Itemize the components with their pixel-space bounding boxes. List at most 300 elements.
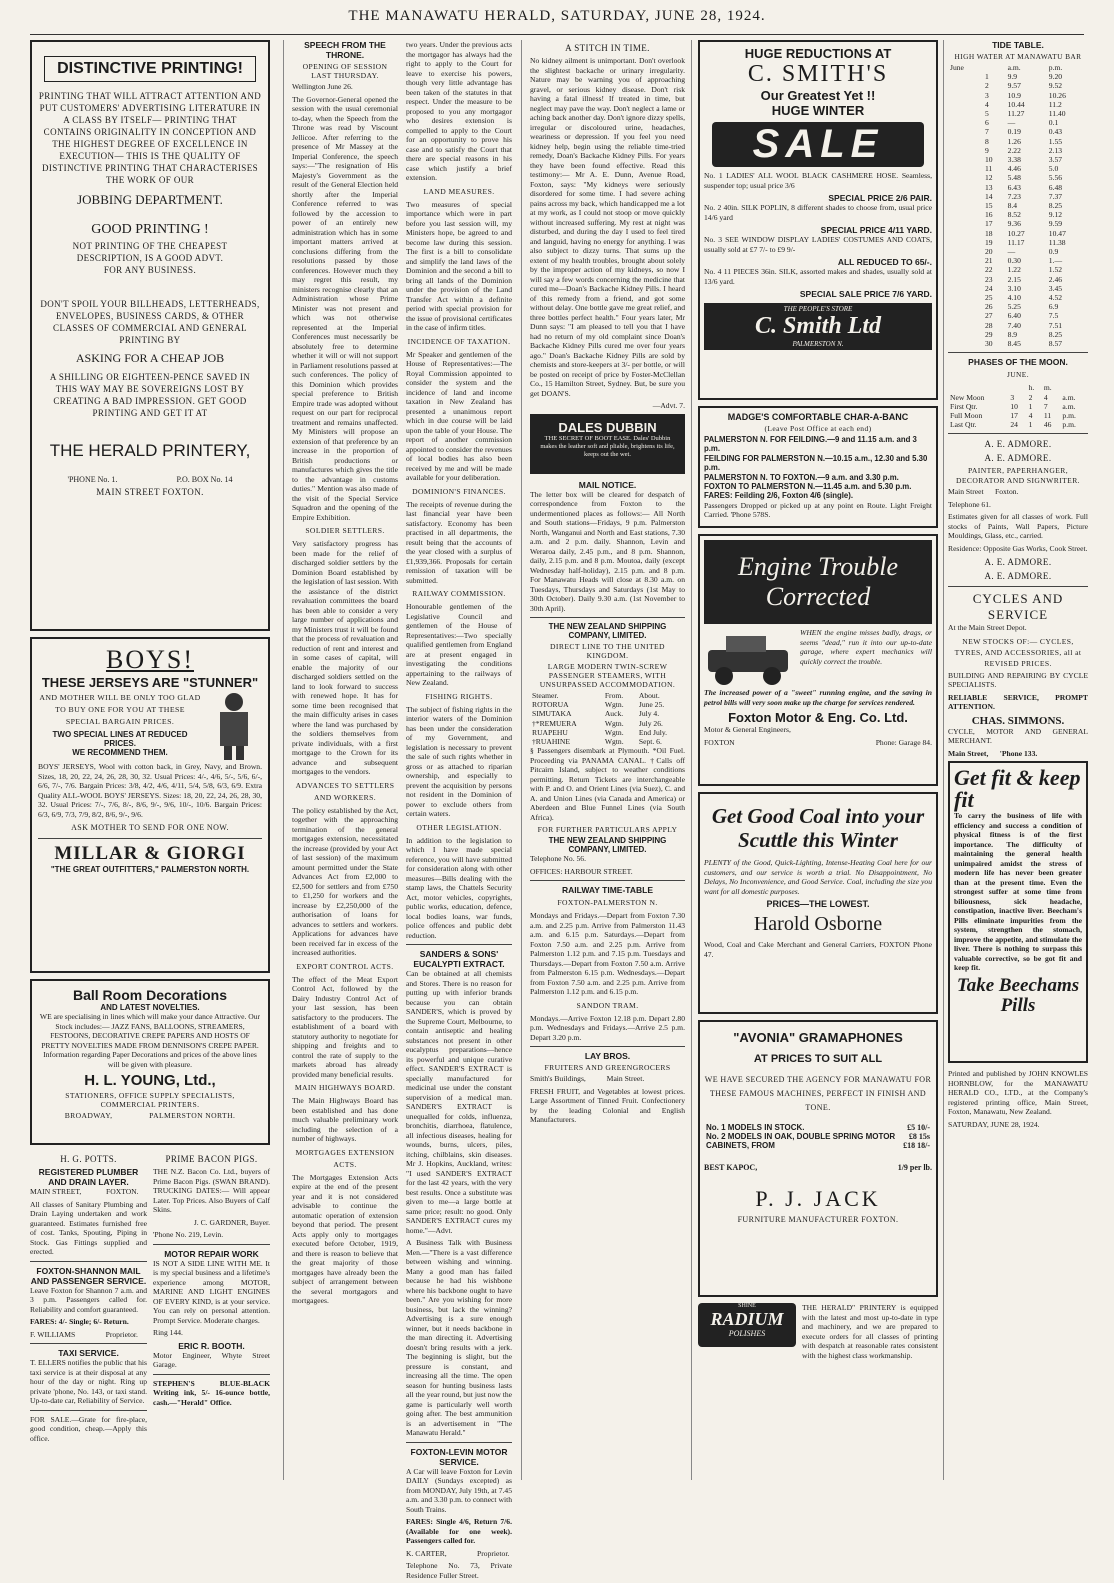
tide-cell xyxy=(948,256,983,265)
land-body: Two measures of special importance which were in part before you last session will, my Ministers hope, be agreed to and become law during this session. The first is a bill to consolidate and simplify the land laws of the Dominion and the second a bill to bring all lands of the Dominion under the provision of the Land Transfer Act within a definite period with special provision for the issue of provisional certificates in the case of infirm titles. xyxy=(406,199,512,332)
tide-cell xyxy=(948,100,983,109)
table-row xyxy=(948,393,1088,402)
bacon-body: THE N.Z. Bacon Co. Ltd., buyers of Prime Bacon Pigs. (SWAN BRAND). TRUCKING DATES:— Will appear Later. Top Prices. Also Buyers of Calf Skins. xyxy=(153,1167,270,1214)
table-row xyxy=(530,700,685,709)
tide-cell: 0.19 xyxy=(1007,127,1021,137)
tide-cell: 3.57 xyxy=(1048,155,1063,165)
tide-cell: 8.4 xyxy=(1007,201,1018,211)
table-row xyxy=(948,420,1088,429)
radium-polish-advert xyxy=(698,1303,796,1347)
beecham-title: Get fit & keep fit xyxy=(954,765,1081,813)
madge-title: MADGE'S COMFORTABLE CHAR-A-BANC xyxy=(727,412,909,422)
tide-cell: 2.13 xyxy=(1048,145,1063,155)
smith-p3: ALL REDUCED TO 65/-. xyxy=(837,257,932,267)
speech-title: SPEECH FROM THE THRONE. xyxy=(304,40,386,60)
table-row xyxy=(948,118,1088,127)
steamer-cell: Wgtn. xyxy=(604,737,624,747)
printing-body: PRINTING THAT WILL ATTRACT ATTENTION AND PUT CUSTOMERS' ADVERTISING LITERATURE IN A CLASS BY ITSELF— PRINTING THAT CONTAINS ORIGINALITY IN CONCEPTION AND THE HIGHEST DEGREE OF EXCELLENCE IN EXECUTION— THIS IS THE QUALITY OF DISTINCTIVE PRINTING THAT CHARACTERISES THE WORK OF OUR xyxy=(38,91,262,185)
tide-cell: 13 xyxy=(984,182,993,192)
table-row xyxy=(704,1141,932,1150)
tide-cell: 1 xyxy=(984,72,989,82)
hl-young: H. L. YOUNG, Ltd., xyxy=(84,1072,216,1089)
table-row xyxy=(948,91,1088,100)
avonia-item: No. 1 MODELS IN STOCK. xyxy=(706,1123,805,1132)
stitch-advt: —Advt. 7. xyxy=(652,401,685,410)
tide-cell: — xyxy=(1007,247,1016,257)
phase-cell: 17 xyxy=(1010,410,1018,420)
tide-cell: 2.46 xyxy=(1048,274,1063,284)
tide-cell: 2.15 xyxy=(1007,274,1021,284)
tide-cell xyxy=(948,118,983,127)
phase-cell: 3 xyxy=(1010,392,1015,402)
tide-cell xyxy=(948,311,983,320)
tide-cell xyxy=(948,219,983,228)
smith-l3: No. 3 SEE WINDOW DISPLAY LADIES' COSTUMES AND COATS, usually sold at £7 7/- to £9 9/- xyxy=(704,235,932,254)
tide-cell xyxy=(948,284,983,293)
pj-jack: P. J. JACK xyxy=(755,1185,881,1211)
steamer-cell: Auck. xyxy=(604,709,624,719)
highways-body: The Main Highways Board has been established and has done much valuable preliminary work including the selection of a number of highways. xyxy=(292,1096,398,1143)
phase-cell: p.m. xyxy=(1062,410,1076,420)
printing-advert xyxy=(30,40,270,631)
tide-cell: 30 xyxy=(984,339,993,349)
table-row xyxy=(948,321,1088,330)
avonia-item: No. 2 MODELS IN OAK, DOUBLE SPRING MOTOR xyxy=(706,1132,896,1142)
foxton-shannon-title: FOXTON-SHANNON MAIL AND PASSENGER SERVICE. xyxy=(30,1265,147,1286)
column-2 xyxy=(292,40,512,1580)
beecham-advert xyxy=(948,761,1088,1063)
shilling-text: A SHILLING OR EIGHTEEN-PENCE SAVED IN THIS WAY MAY BE SOVEREIGNS LOST BY CREATING A BAD IMPRESSION. GET GOOD PRINTING AND GET IT AT xyxy=(49,372,251,418)
potts-addr: MAIN STREET, FOXTON. xyxy=(30,1187,139,1196)
nzshipping-co: THE NEW ZEALAND SHIPPING COMPANY, LIMITED. xyxy=(548,836,667,855)
tide-cell: 6.48 xyxy=(1048,182,1063,192)
tide-cell xyxy=(948,109,983,118)
tide-cell: 5.25 xyxy=(1007,302,1021,312)
table-row xyxy=(948,155,1088,164)
engine-title: Engine Trouble Corrected xyxy=(704,540,932,624)
tide-cell xyxy=(948,302,983,311)
tide-cell: 6 xyxy=(984,118,989,128)
mortgages-body: The Mortgages Extension Acts expire at the end of the present year and it is not considered advisable to continue the automatic operation of extension beyond that period. The present Acts apply only to mortgages executed before October, 1919, and there is reason to believe that the great majority of those mortgages have already been the subject of arrangement between the several mortgagors and mortgagees. xyxy=(292,1172,398,1305)
cycles-addr: Main Street, 'Phone 133. xyxy=(948,748,1038,758)
cycles-repair: BUILDING AND REPAIRING BY CYCLE SPECIALISTS. xyxy=(948,670,1088,690)
tide-cell: 1.— xyxy=(1048,256,1063,266)
table-row xyxy=(948,265,1088,274)
taxation-body: Mr Speaker and gentlemen of the House of Representatives:—The Royal Commission appointed to consider the system and the incidence of land and income taxation in New Zealand has presented a unanimous report which in due course will be laid upon the table of your House. The report of another commission appointed to consider the revenues of local bodies has also been received by me and will be made available for your deliberation. xyxy=(406,349,512,482)
phases-title: PHASES OF THE MOON. xyxy=(968,357,1068,368)
tide-cell xyxy=(948,137,983,146)
column-divider xyxy=(691,40,692,1480)
table-row xyxy=(948,210,1088,219)
speech-part-1 xyxy=(292,40,398,1583)
cycles-reliable: RELIABLE SERVICE, PROMPT ATTENTION. xyxy=(948,692,1088,712)
avonia-prices xyxy=(704,1123,932,1151)
tide-cell xyxy=(948,265,983,274)
tide-cell: 22 xyxy=(984,265,993,275)
tide-cell xyxy=(948,330,983,339)
tide-col: p.m. xyxy=(1048,63,1063,72)
tide-cell: 11.17 xyxy=(1007,237,1025,247)
coal-body: PLENTY of the Good, Quick-Lighting, Intense-Heating Coal here for our customers, and our service is worth a trial. No Disappointment, No Delays, No Inconvenience, and Good Service. Coal, including the size you want for all domestic purposes. xyxy=(704,858,932,896)
smith-town: PALMERSTON N. xyxy=(792,340,844,348)
tide-cell xyxy=(948,173,983,182)
soldier-body: Very satisfactory progress has been made for the relief of discharged soldier settlers by the Dominion Board established by the legislation of last session. With the assistance of the district revaluation committees the board has been able to consider a very large number of applications and my Ministers trust it will be found that the process of revaluation and reduction of rent and interest and in some cases of capital, will enable the majority of our discharged soldiers settled on the land to look forward to success with renewed hope. It has for some time been recognised that the main difficulty arises in cases where the land was purchased by the soldiers themselves from private individuals, with a first mortgage to the Crown for its advance and subsequent mortgages to the vendors. xyxy=(292,539,398,776)
table-row xyxy=(530,719,685,728)
smith-p4: SPECIAL SALE PRICE 7/6 YARD. xyxy=(799,289,932,299)
hl-young-sub: STATIONERS, OFFICE SUPPLY SPECIALISTS, COMMERCIAL PRINTERS. xyxy=(65,1091,235,1109)
table-row xyxy=(948,275,1088,284)
tide-cell: 5.0 xyxy=(1048,164,1059,174)
nzshipping-office: OFFICES: HARBOUR STREET. xyxy=(530,866,633,876)
fishing-title: FISHING RIGHTS. xyxy=(425,691,493,701)
dales-body: THE SECRET OF BOOT EASE. Dales' Dubbin makes the leather soft and pliable, brightens its life, keeps out the wet. xyxy=(540,434,675,458)
tide-cell xyxy=(948,321,983,330)
tide-month: June xyxy=(950,63,964,72)
tide-cell: 4.46 xyxy=(1007,164,1021,174)
table-row xyxy=(948,330,1088,339)
tide-cell: 3 xyxy=(984,90,989,100)
beecham-take: Take Beechams Pills xyxy=(956,974,1080,1016)
pj-jack-sub: FURNITURE MANUFACTURER FOXTON. xyxy=(737,1214,899,1224)
column-1 xyxy=(30,40,270,1480)
table-row xyxy=(704,1132,932,1141)
nzshipping-title: THE NEW ZEALAND SHIPPING COMPANY, LIMITED. xyxy=(548,622,667,640)
tide-cell: 0.9 xyxy=(1048,247,1059,257)
sanders-body: Can be obtained at all chemists and Stores. There is no reason for putting up with inferior brands because you can obtain SANDER'S, which is proved by the Supreme Court, Melbourne, to contain antiseptic and healing substances not present in other eucalyptus preparations—hence its powerful and unique curative effect. SANDER'S EXTRACT is specially manufactured for medicinal use under the constant supervision of a medical man. SANDER'S EXTRACT is unequalled for colds, influenza, bronchitis, diarrhoea, flatulence, all infectious diseases, healing for wounds, burns, ulcers, piles, itching, chilblains, skin diseases. Mr J. Hopkins, Auckland, writes: "I used SANDER'S EXTRACT for the last 42 years, with the very best results. Once a substitute was given to me—a large bottle at same price; result: no good. Only SANDER'S EXTRACT cures my home."—Advt. xyxy=(406,969,512,1235)
table-row xyxy=(948,127,1088,136)
lay-sub: FRUITERS AND GREENGROCERS xyxy=(544,1063,671,1073)
tide-cell xyxy=(948,155,983,164)
madge-sub: (Leave Post Office at each end) xyxy=(764,424,872,433)
finances-body: The receipts of revenue during the last financial year have been satisfactory. Economy has been practised in all departments, the result being that the accounts of the year closed with a surplus of £1,939,366. Proposals for certain remission of taxation will be submitted. xyxy=(406,499,512,585)
tide-cell xyxy=(948,210,983,219)
table-row xyxy=(948,173,1088,182)
tide-sub: HIGH WATER AT MANAWATU BAR xyxy=(954,52,1082,61)
tide-cell: 1.52 xyxy=(1048,265,1063,275)
ballroom-advert xyxy=(30,979,270,1145)
advances-title: ADVANCES TO SETTLERS AND WORKERS. xyxy=(295,780,395,802)
table-row xyxy=(948,402,1088,411)
phases-month: JUNE. xyxy=(1007,370,1029,380)
smith-l1: No. 1 LADIES' ALL WOOL BLACK CASHMERE HOSE. Seamless, suspender top; usual price 3/6 xyxy=(704,171,932,190)
harold-osborne: Harold Osborne xyxy=(753,913,883,935)
foxton-levin-prop: K. CARTER, Proprietor. xyxy=(406,1548,510,1558)
tide-cell: 7.5 xyxy=(1048,311,1059,321)
table-row xyxy=(948,81,1088,90)
phase-cell: 1 xyxy=(1028,401,1033,411)
phase-cell: a.m. xyxy=(1062,401,1076,411)
tide-cell xyxy=(948,72,983,81)
smith-l2: No. 2 40in. SILK POPLIN, 8 different shades to choose from, usual price 14/6 yard xyxy=(704,203,932,222)
tide-cell: 8.45 xyxy=(1007,339,1021,349)
phone-number: 'PHONE No. 1. xyxy=(67,475,118,484)
nzshipping-sub2: LARGE MODERN TWIN-SCREW PASSENGER STEAMERS, WITH UNSURPASSED ACCOMMODATION. xyxy=(539,662,676,689)
herald-printery-notice: THE HERALD" PRINTERY is equipped with the latest and most up-to-date in type and machinery, and we are prepared to execute orders for all classes of printing with despatch at reasonable rates consistent with the highest class workmanship. xyxy=(802,1303,938,1360)
tide-table xyxy=(948,63,1088,348)
table-row xyxy=(704,1123,932,1132)
tide-cell: 19 xyxy=(984,237,993,247)
speech-dateline: Wellington June 26. xyxy=(292,82,353,91)
ballroom-title: Ball Room Decorations xyxy=(72,987,228,1003)
phase-head xyxy=(948,383,1008,392)
phase-cell: 4 xyxy=(1028,410,1033,420)
radium-brand: RADIUM xyxy=(710,1309,784,1329)
eric-booth-sub: Motor Engineer, Whyte Street Garage. xyxy=(153,1350,270,1369)
tide-cell: 10.9 xyxy=(1007,90,1021,100)
tide-cell xyxy=(948,146,983,155)
phase-cell: 24 xyxy=(1010,420,1018,430)
nzshipping-tel: Telephone No. 56. xyxy=(530,854,586,864)
steamer-head: From. xyxy=(604,691,624,700)
steamer-cell: †*REMUERA xyxy=(532,718,577,728)
potts-body: All classes of Sanitary Plumbing and Drain Laying undertaken and work guaranteed. Estimates furnished free of cost. Tanks, Spouting, Piping in Stock. Gas Fittings supplied and erected. xyxy=(30,1199,147,1256)
eric-booth: ERIC R. BOOTH. xyxy=(178,1340,245,1351)
motor-repair-body: IS NOT A SIDE LINE WITH ME. It is my special business and a lifetime's experience among MOTOR, MARINE AND LIGHT ENGINES OF EVERY KIND, is at your service. You can rely on personal attention. Prompt Service. Moderate charges. xyxy=(153,1258,270,1325)
tide-cell xyxy=(948,183,983,192)
export-title: EXPORT CONTROL ACTS. xyxy=(296,961,394,971)
tide-cell: — xyxy=(1007,118,1016,128)
radium-polishes: POLISHES xyxy=(728,1329,766,1338)
imprint-date: SATURDAY, JUNE 28, 1924. xyxy=(948,1119,1040,1129)
tide-cell: 11 xyxy=(984,164,993,174)
land-title: LAND MEASURES. xyxy=(423,186,495,196)
admore-name-3: A. E. ADMORE. xyxy=(984,557,1052,568)
boys-rec: WE RECOMMEND THEM. xyxy=(72,748,168,757)
admore-addr: Main Street Foxton. xyxy=(948,487,1019,497)
tide-cell: 3.10 xyxy=(1007,283,1021,293)
taxi-body: T. ELLERS notifies the public that his taxi service is at their disposal at any hour of the day or night. Ring up private 'phone, No. 143, or taxi stand. Up-to-date car, Reliability of Service. xyxy=(30,1358,147,1405)
tide-cell xyxy=(948,339,983,348)
tide-cell: 7.23 xyxy=(1007,191,1021,201)
bacon-title: PRIME BACON PIGS. xyxy=(165,1154,258,1164)
nzshipping-notes: § Passengers disembark at Plymouth. *Oil Fuel. Proceeding via PANAMA CANAL. †Calls off Pitcairn Island, subject to weather conditions permitting. Return Tickets are interchangeable with P. and O. and Orient Lines (via Suez), C. and A. and Union Lines (via Canada and America) or Aberdeen and Blue Funnel Lines (via South Africa). xyxy=(530,746,685,822)
boy-illustration-icon xyxy=(206,690,262,762)
tide-cell: 4 xyxy=(984,99,989,109)
tide-cell: 9 xyxy=(984,145,989,155)
smith-sale-advert xyxy=(698,40,938,400)
foxton-levin-tel: Telephone No. 73, Private Residence Fuller Street. xyxy=(406,1561,512,1580)
tide-cell xyxy=(948,192,983,201)
table-row xyxy=(948,229,1088,238)
admore-tel: Telephone 61. xyxy=(948,499,991,509)
other-leg-body: In addition to the legislation to which I have made special reference, you will have submitted for consideration along with other measures—Bills dealing with the stamp laws, the Chattels Security Act, motor vehicles, copyrights, public works, education, defence, local bodies loans, war funds, police offences and public debt reduction. xyxy=(406,835,512,940)
foxton-levin-fares: FARES: Single 4/6, Return 7/6. (Available for one week). Passengers called for. xyxy=(406,1517,512,1545)
tide-cell: 9.57 xyxy=(1007,81,1021,91)
masthead-rule xyxy=(30,34,1084,35)
stephens-ink: STEPHEN'S BLUE-BLACK Writing ink, 5/- 16-ounce bottle, cash.—"Herald" Office. xyxy=(153,1378,270,1407)
avonia-advert xyxy=(698,1020,938,1297)
po-box: P.O. BOX No. 14 xyxy=(176,475,233,484)
avonia-price: £5 10/- xyxy=(907,1123,930,1132)
right-subcolumn xyxy=(153,1151,270,1446)
tide-cell: 8.9 xyxy=(1007,329,1018,339)
business-talk: A Business Talk with Business Men.—"There is a vast difference between wishing and winning. Many a good man has failed because he had his wishbone where his backbone ought to have been." Are you wishing for more business, but lack the winning? Advertising is a sure enough winner, but it needs backbone in the man directing it. Advertising doesn't bring results with a jerk. The beginning is slight, but the pressure is constant, and increasing all the time. The open season for hunting business lasts all the year round, but just now the game is particularly well worth going after. The best ammunition is an advertisement in "The Manawatu Herald." xyxy=(406,1238,512,1437)
tide-cell: 12 xyxy=(984,173,993,183)
table-row xyxy=(948,302,1088,311)
table-row xyxy=(948,339,1088,348)
phase-cell: First Qtr. xyxy=(950,401,978,411)
mail-body: The letter box will be cleared for despatch of correspondence from Foxton to the undermentioned places as follows:— All North and South stations—Fridays, 9 p.m. Palmerston North, Wanganui and North and East stations, 7.30 a.m. and 2 p.m. daily. Shannon, Levin and Weraroa daily, 2.45 p.m., and 8 p.m. Shannon, daily, 2.15 p.m. and 8 p.m. Moutoa, daily (except Wednesday half-holiday), 2.15 p.m. and 8 p.m. For Manawatu Heads will close at 8.30 a.m. on Tuesdays, Thursdays and Saturdays (1st May to 30th October). Daily 9.30 a.m. (1st November to 30th April). xyxy=(530,489,685,613)
herald-printery: THE HERALD PRINTERY, xyxy=(49,441,251,460)
table-row xyxy=(948,238,1088,247)
tide-cell: 7.51 xyxy=(1048,320,1063,330)
dales-title: DALES DUBBIN xyxy=(558,419,657,435)
engine-town: FOXTON xyxy=(704,737,735,747)
steamer-head: Steamer. xyxy=(532,691,559,700)
good-printing: GOOD PRINTING ! xyxy=(91,222,209,237)
admore-body: Estimates given for all classes of work. Full stocks of Paints, Wall Papers, Picture Mouldings, Glass, etc., carried. xyxy=(948,512,1088,541)
imprint: Printed and published by JOHN KNOWLES HORNBLOW, for the MANAWATU HERALD CO., LTD., at the Company's registered printing office, Main Street, Foxton, Manawatu, New Zealand. xyxy=(948,1069,1088,1117)
tide-cell: 1.22 xyxy=(1007,265,1021,275)
bacon-phone: 'Phone No. 219, Levin. xyxy=(153,1230,224,1239)
tide-cell: 9.12 xyxy=(1048,210,1063,220)
engine-phone: Phone: Garage 84. xyxy=(875,737,932,747)
tide-cell xyxy=(948,293,983,302)
advances-body: The policy established by the Act, together with the approaching termination of the general mortgages extension, necessitated the increase (provided by your Act of last session) of the maximum amount permitted under the State Advances Act from £2,000 to £2,500 for settlers and from £750 to £1,250 for workers and the increase by £2,250,000 of the authorisation of loans for advances to settlers and workers. Applications for advances have been received far in excess of the increased authorities. xyxy=(292,805,398,957)
finances-title: DOMINION'S FINANCES. xyxy=(412,486,506,496)
hl-young-addr: BROADWAY, PALMERSTON NORTH. xyxy=(64,1111,236,1120)
coal-advert xyxy=(698,792,938,1014)
tide-cell: 9.9 xyxy=(1007,72,1018,82)
tide-cell: 3.45 xyxy=(1048,283,1063,293)
table-row xyxy=(948,411,1088,420)
tide-cell xyxy=(948,91,983,100)
admore-name-2: A. E. ADMORE. xyxy=(984,453,1052,464)
ballroom-sub: AND LATEST NOVELTIES. xyxy=(100,1003,200,1012)
tide-cell xyxy=(948,238,983,247)
tide-cell: 3.38 xyxy=(1007,155,1021,165)
boys-body: AND MOTHER WILL BE ONLY TOO GLAD TO BUY ONE FOR YOU AT THESE SPECIAL BARGAIN PRICES. xyxy=(39,693,201,726)
phase-cell: 4 xyxy=(1043,392,1048,402)
highways-title: MAIN HIGHWAYS BOARD. xyxy=(294,1083,396,1092)
lay-body: FRESH FRUIT, and Vegetables at lowest prices. Large Assortment of Tinned Fruit. Confectionery by the leading Colonial and English Manufacturers. xyxy=(530,1086,685,1125)
boys-jerseys-advert xyxy=(30,637,270,973)
good-body: NOT PRINTING OF THE CHEAPEST DESCRIPTION, IS A GOOD ADVT. FOR ANY BUSINESS. xyxy=(72,241,228,275)
tide-cell: 16 xyxy=(984,210,993,220)
motor-repair-title: MOTOR REPAIR WORK xyxy=(164,1248,259,1259)
potts-title: REGISTERED PLUMBER AND DRAIN LAYER. xyxy=(38,1167,139,1187)
steamer-cell: Wgtn. xyxy=(604,718,624,728)
phase-cell: New Moon xyxy=(950,392,985,402)
tide-cell xyxy=(948,81,983,90)
stitch-body: No kidney ailment is unimportant. Don't overlook the slightest backache or urinary irregularity. Nature may be warning you of approaching gravel, or serious kidney disease. Don't risk having a fatal illness! If treated in time, but neglect may pave the way. Don't neglect a lame or aching back another day. Don't ignore dizzy spells, irregular or discoloured urine, headaches, weariness or depression. If you feel you need kidney help, begin using the reliable time-tried remedy, Doan's Backache Kidney Pills. For years they have been found effective. Read this testimony:— Mr A. E. Dunn, Avenue Road, Foxton, says: "My kidneys were seriously disordered for some time. I had severe aching pains across my back, which handicapped me a lot at my work, as I could not stoop or move quickly without increased suffering. My rest at night was disturbed, and during the day I used to feel tired and languid, having no energy for anything. I was also subject to dizzy turns. That sums up the extent of my health troubles, brought about solely by the improper action of my kidneys, so now I will say a few words concerning the medicine that cured me—Doan's Backache Kidney Pills. I heard of this remedy from a friend, and got some without delay. One bottle gave me great relief, and three bottles perfect health." Four years later, Mr Dunn says: "I am pleased to tell you that I have had no return of my old complaint since Doan's Backache Kidney Pills cured me over four years ago." Doan's Backache Kidney Pills are sold by chemists and store-keepers at 3/- per bottle, or will be posted on receipt of price by Foster-McClellan Co., 15 Hamilton Street, Sydney. But, be sure you get DOAN'S. xyxy=(530,56,685,398)
table-row xyxy=(530,709,685,718)
table-row xyxy=(948,219,1088,228)
phase-head: h. xyxy=(1028,383,1035,393)
admore-name: A. E. ADMORE. xyxy=(984,439,1052,450)
coal-title: Get Good Coal into your Scuttle this Winter xyxy=(711,804,925,852)
nzshipping-sub: DIRECT LINE TO THE UNITED KINGDOM. xyxy=(550,642,665,660)
smith-name: C. SMITH'S xyxy=(747,61,889,87)
column-divider xyxy=(283,40,284,1480)
avonia-title: "AVONIA" GRAMAPHONES xyxy=(733,1030,903,1045)
boys-two: TWO SPECIAL LINES AT REDUCED PRICES. xyxy=(52,730,188,748)
tide-cell: 7.40 xyxy=(1007,320,1021,330)
taxation-title: INCIDENCE OF TAXATION. xyxy=(407,336,511,346)
tide-cell: 18 xyxy=(984,228,993,238)
smith-logo-block xyxy=(704,303,932,350)
chas-simmons: CHAS. SIMMONS. xyxy=(971,714,1065,727)
tide-cell xyxy=(948,247,983,256)
railway-body: Mondays and Fridays.—Depart from Foxton 7.30 a.m. and 2.25 p.m. Arrive from Palmerston 11.43 a.m. and 6.15 p.m. Saturdays.—Depart from Foxton 7.50 a.m. and 2.25 p.m. Arrive from Palmerston 1.12 p.m. and 7.15 p.m. Tuesdays and Thursdays.—Depart from Foxton 7.50 a.m. Arrive from Palmerston 6.15 p.m. Wednesdays.—Depart from Foxton 7.50 a.m. and 2.25 p.m. Arrive from Palmerston 1.12 p.m. and 6.15 p.m. xyxy=(530,911,685,997)
phase-cell: 10 xyxy=(1010,401,1018,411)
smith-p1: SPECIAL PRICE 2/6 PAIR. xyxy=(828,193,932,203)
other-leg-title: OTHER LEGISLATION. xyxy=(416,822,502,832)
steamer-cell: July 4. xyxy=(638,709,660,719)
table-row xyxy=(948,72,1088,81)
steamer-cell: Wgtn. xyxy=(604,727,624,737)
avonia-price: £8 15s xyxy=(908,1132,930,1142)
tide-cell: 9.59 xyxy=(1048,219,1063,229)
smith-l4: No. 4 11 PIECES 36in. SILK, assorted makes and shades, usually sold at 13/6 yard. xyxy=(704,267,932,286)
tide-cell xyxy=(948,127,983,136)
phase-cell: Last Qtr. xyxy=(950,420,977,430)
engine-firm: Foxton Motor & Eng. Co. Ltd. xyxy=(728,710,908,725)
steamer-cell: June 25. xyxy=(638,700,665,710)
phase-cell: Full Moon xyxy=(950,410,983,420)
madge-line: FOXTON TO PALMERSTON N.—11.45 a.m. and 5.30 p.m. xyxy=(704,482,912,492)
tide-cell: 8.57 xyxy=(1048,339,1063,349)
tide-cell: 9.52 xyxy=(1048,81,1063,91)
smith-greatest: Our Greatest Yet !! xyxy=(760,88,876,103)
phase-cell: 7 xyxy=(1043,401,1048,411)
dales-dubbin-advert xyxy=(530,414,685,474)
phase-cell: 11 xyxy=(1043,410,1052,420)
tide-cell: 10 xyxy=(984,155,993,165)
tide-cell: 0.43 xyxy=(1048,127,1063,137)
tide-cell: 23 xyxy=(984,274,993,284)
table-row xyxy=(948,164,1088,173)
taxi-title: TAXI SERVICE. xyxy=(58,1348,119,1358)
railway-sub: FOXTON-PALMERSTON N. xyxy=(557,898,658,908)
speech-body: The Governor-General opened the session with the usual ceremonial to-day, when the Speech from the Throne was read by Viscount Jellicoe. After referring to the presence of Mr Massey at the Imperial Conference, the speech says:—"The resignation of His Majesty's Government as the result of the General Election held shortly after the Imperial Conference referred to was followed by the accession to power of an entirely new administration which has in some important matters arrived at conclusions differing from the resolutions passed by those conferences. However much they may regret this result, my ministers recognise clearly that an Administration whose Prime Minister was not present and which was not otherwise represented at the Imperial Conferences must necessarily be absolutely free to determine whether it will or will not support in Parliament resolutions passed at such conferences. The policy of this Dominion which provides special preference to British Empire trade was adopted without request on our part for reciprocal treatment and remains unaffected. My Ministers will propose an extension of that preference by an increase in the proportion of British productions or manufactures which gives the title to the advantage in customs duties." Mention was also made of the visit of the Special Service Squadron and the opening of the Empire Exhibition. xyxy=(292,94,398,522)
avonia-sub: AT PRICES TO SUIT ALL xyxy=(753,1053,883,1065)
railway-comm-body: Honourable gentlemen of the Legislative Council and gentlemen of the House of Representatives:—Two specially qualified gentlemen from England are at present engaged in investigating the conditions appertaining to the railways of New Zealand. xyxy=(406,602,512,687)
phase-cell: 46 xyxy=(1043,420,1052,430)
steamer-cell: July 26. xyxy=(638,718,663,728)
steamer-cell: †RUAHINE xyxy=(532,737,570,747)
phase-cell: 2 xyxy=(1028,392,1033,402)
table-row xyxy=(948,383,1088,392)
boys-sub: THESE JERSEYS ARE "STUNNER" xyxy=(41,675,259,690)
column-divider xyxy=(943,40,944,1480)
engine-trouble-advert xyxy=(698,534,938,786)
lay-addr: Smith's Buildings, Main Street. xyxy=(530,1074,645,1084)
tide-cell: 9.36 xyxy=(1007,219,1021,229)
tide-cell: 8.25 xyxy=(1048,201,1063,211)
mortgages-title: MORTGAGES EXTENSION ACTS. xyxy=(295,1147,395,1169)
table-row xyxy=(530,737,685,746)
avonia-body: WE HAVE SECURED THE AGENCY FOR MANAWATU FOR THESE FAMOUS MACHINES, PERFECT IN FINISH AND TONE. xyxy=(704,1075,932,1112)
for-sale: FOR SALE.—Grate for fire-place, good condition, cheap.—Apply this office. xyxy=(30,1414,147,1443)
tide-cell: 8 xyxy=(984,136,989,146)
madge-line: PALMERSTON N. TO FOXTON.—9 a.m. and 3.30 p.m. xyxy=(704,472,899,482)
masthead: THE MANAWATU HERALD, SATURDAY, JUNE 28, 1924. xyxy=(348,8,766,24)
avonia-item: CABINETS, FROM xyxy=(706,1141,775,1151)
tide-cell: 5 xyxy=(984,109,989,119)
tide-cell: 24 xyxy=(984,283,993,293)
soldier-settlers: SOLDIER SETTLERS. xyxy=(305,526,385,535)
admore-res: Residence: Opposite Gas Works, Cook Street. xyxy=(948,543,1088,553)
steamer-cell: RUAPEHU xyxy=(532,727,568,737)
tide-cell: 4.10 xyxy=(1007,293,1021,303)
ballroom-body: WE are specialising in lines which will make your dance Attractive. Our Stock includes:— JAZZ FANS, BALLOONS, STREAMERS, FESTOONS, DECORATIVE CREPE PAPERS AND HOSTS OF PRETTY NOVELTIES MADE FROM DENNISON'S CREPE PAPER. Information regarding Paper Decorations and prices of the above lines will be given with pleasure. xyxy=(39,1012,261,1069)
engine-body: WHEN the engine misses badly, drags, or seems "dead," run it into our up-to-date garage, where expert mechanics will quickly correct the trouble. xyxy=(800,628,932,666)
madge-line: FEILDING FOR PALMERSTON N.—10.15 a.m., 12.30 and 5.30 p.m. xyxy=(704,453,928,473)
motor-repair-ring: Ring 144. xyxy=(153,1328,183,1337)
peoples-store: THE PEOPLE'S STORE xyxy=(783,305,853,313)
foxton-shannon-fares: FARES: 4/- Single; 6/- Return. xyxy=(30,1317,129,1326)
